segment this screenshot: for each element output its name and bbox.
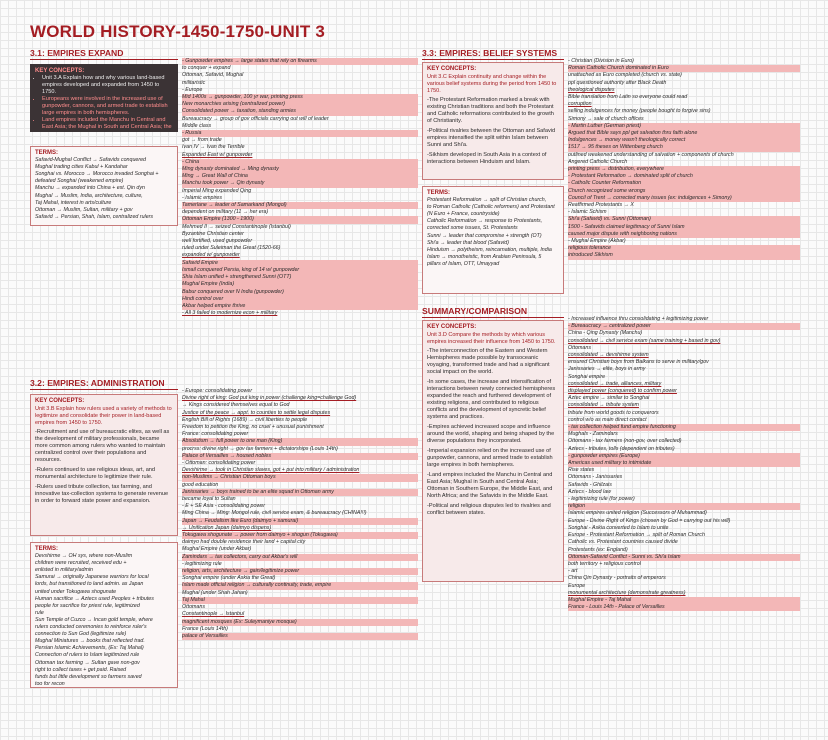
s31-term-line: Ottoman → Muslim, Sultan, military + gov [35,206,133,213]
s34-note-line: Ottomans [568,344,591,351]
s34-note-line: tribute from world goods to conquerors [568,409,659,416]
s32-note-line: English Bill of Rights (1689) → civil liberties to people [182,416,308,423]
s32-key-paras [35,429,173,505]
s33-note-line: Church recognized some wrongs [568,188,800,195]
s34-note-line: - legitimizing rule (for power) [568,496,635,503]
s34-note-line: Mughals - Zamindars [568,431,618,438]
s31-note-line: Akbar helped empire thrive [182,303,418,310]
section-3-2 [30,378,178,688]
s33-term-line: corrected some issues, St. Protestants [427,225,518,232]
s33-note-line: caused major dispute with neighboring nations [568,231,800,238]
s33-key-concepts [422,62,564,180]
s34-note-line: Europe - Protestant Reformation → split of Roman Church [568,532,705,539]
s32-term-line: united under Tokugawa shogunate [35,588,117,595]
s31-note-line: Ivan IV → Ivan the Terrible [182,144,245,151]
s34-note-line: consolidated → devshirme system [568,352,649,359]
s31-note-line: Hindi control over [182,296,418,303]
s31-term-line: defeated Songhai (weakened empire) [35,178,124,185]
s34-note-line: - art [568,568,578,575]
s31-term-line: Mughal trading cities Kabul + Kandahar [35,164,128,171]
s31-key-item: • Europeans were involved in the increased use of gunpowder, cannons, and armed trade to establish large empires in both hemispheres. [42,96,173,117]
s32-key-label: KEY CONCEPTS: [35,398,85,404]
s32-term-line: Human sacrifice → Aztecs used Peoples + tributes [35,595,154,602]
s33-note-line: - Christian (Division in Euro) [568,58,634,64]
s32-term-line: Ottoman tax farming → Sultan gave non-gov [35,659,140,666]
s34-key-paragraph: -Empires achieved increased scope and influence around the world, shaping and being shaped by the diverse populations they incorporated. [427,424,555,444]
s32-term-line: funds but little development so farmers saved [35,673,142,680]
s33-note-line: printing press → distribution, everywhere [568,166,800,173]
s32-term-line: Connection of rulers to Islam legitimized rule [35,652,140,659]
s33-note-line: - Protestant Reformation → dominated split of church [568,173,800,180]
s34-note-line: - tax collection helped fund empire functioning [568,424,800,431]
s34-key-sub: Unit 3.D Compare the methods by which various empires increased their influence from 1450 to 1750. [427,332,556,345]
s34-note-line: - Increased influence thru consolidating + legitimizing power [568,316,709,322]
s33-note-line: Indulgences → money wasn't theologically correct [568,137,800,144]
s31-term-line: Safavid → Persian, Shah, Islam, centralized rulers [35,213,154,220]
s34-note-line: France - Louis 14th - Palace of Versailles [568,604,800,611]
s33-key-sub: Unit 3.C Explain continuity and change within the various belief systems during the period from 1450 to 1750. [427,74,557,94]
s33-term-line: to Roman Catholic (Catholic reformers) and Protestant [427,204,555,211]
s33-terms-list [427,197,559,268]
s32-term-line: too for recon [35,680,65,687]
section-3-2-heading: 3.2: EMPIRES: ADMINISTRATION [30,378,178,390]
s34-key-paragraph: -In some cases, the increase and intensification of interactions between newly connected hemispheres expanded the reach and furthered development of existing religions, and contributed to religious conflicts and the development of syncretic belief systems and practices. [427,379,556,420]
s32-note-line: procrss: divine right → gov tax farmers + dictatorships (Louis 14th) [182,445,338,452]
s33-terms-label: TERMS: [427,190,450,196]
s31-terms-label: TERMS: [35,150,58,156]
s31-note-line: Ming dynasty dominated → Ming dynasty [182,166,418,173]
s34-note-line: Islamic empires united religion (Successors of Muhammad) [568,510,707,517]
s34-note-line: Safavids - Ghilzais [568,481,612,488]
s32-note-line: Divine right of king: God put king in power (challenge king=challenge God) [182,395,357,402]
s31-note-line: Shia Islam unified + strengthened Sunni (OTT) [182,274,418,281]
s32-note-line: non-Muslims → Christian Ottoman boys [182,474,418,481]
s31-term-line: Safavid-Mughal Conflict → Safavids conquered [35,157,146,164]
s34-note-line: - gunpowder empires (Europe) [568,453,800,460]
s33-note-line: selling indulgences for money (people bought to forgive sins) [568,108,711,115]
s32-note-line: Mughal Empire (under Akbar) [182,546,252,553]
s33-term-line: Sunni → leader that compromise + strength (OT) [427,232,542,239]
s31-term-line: Songhai vs. Morocco → Morocco invaded Songhai + [35,171,159,178]
s33-note-line: - Catholic Counter Reformation [568,180,800,187]
s32-key-paragraph: -Recruitment and use of bureaucratic elites, as well as the development of military professionals, became more common among rulers who wanted to maintain centralized control over their populations and resources. [35,429,170,463]
s31-note-line: ruled under Suleiman the Great (1520-66) [182,245,281,252]
s33-note-line: unattached as Euro completed (church vs. state) [568,72,682,79]
s34-note-line: - Bureaucracy → centralized power [568,323,800,330]
s31-note-line: - Gunpowder empires → large states that rely on firearms [182,58,418,65]
s34-note-line: ensured Christian boys from Balkans to serve in military/gov [568,359,709,366]
s34-key-paragraph: -Land empires included the Manchu in Central and East Asia; Mughal in South and Central Asia; Ottoman in Southern Europe, the Middle East, and North Africa; and the Safavids in the Middle East. [427,472,553,499]
s33-note-line: Argued that Bible says ppl get salvation thru faith alone [568,130,800,137]
s34-note-line: Rise states [568,467,595,474]
s33-term-line: Catholic Reformation → response to Protestants, [427,218,543,225]
s34-note-line: displayed power (conquered) to confirm power [568,388,677,395]
s34-note-line: Aztecs - tributes, tolls (dependent on tributes) [568,445,675,452]
s32-note-line: Devshirme → took in Christian slaves, got + put into military / administration [182,467,360,474]
s31-term-line: Taj Mahal, interest in arts/culture [35,199,112,206]
s31-note-line: Manchu took power → Qin dynasty [182,180,418,187]
s32-term-line: people for sacrifice for priest rule, legitimized [35,602,140,609]
s33-term-line: Protestant Reformation → split of Christian church, [427,197,547,204]
s33-note-line: corruption [568,101,592,108]
s31-note-line: New monarchies arising (centralized power) [182,101,418,108]
s32-term-line: rulers conducted ceremonies to reinforce ruler's [35,624,147,631]
s33-note-line: Bible translation from Latin so everyone could read [568,94,688,101]
s33-note-line: Council of Trent → corrected many issues (ex: indulgences + Simony) [568,195,800,202]
s33-note-line: 1517 → 95 theses on Wittenberg church [568,144,800,151]
s32-term-line: connection to Sun God (legitimize rule) [35,631,127,638]
s32-note-line: France (Louis 14th) [182,625,228,632]
section-summary [422,306,564,582]
section-3-3 [422,48,564,294]
s33-term-line: (N Euro + France, countryside) [427,211,500,218]
s31-note-line: Ottoman, Safavid, Mughal [182,72,244,79]
s32-key-sub: Unit 3.B Explain how rulers used a variety of methods to legitimize and consolidate their power in land-based empires from 1450 to 1750. [35,406,172,426]
s32-term-line: children were recruited, received edu + [35,560,127,567]
s33-note-line: - Martin Luther (German priest) [568,123,800,130]
s32-term-line: rule [35,609,44,616]
s31-note-line: Middle class [182,122,212,129]
s31-note-line: Imperial Ming expanded Qing [182,187,252,194]
s32-note-line: Freedom to petition the King, no cruel + unusual punishment [182,424,324,431]
s31-term-line: Mughal → Muslim, India, architecture, culture, [35,192,143,199]
s34-note-line: control w/o as main direct contact [568,416,647,423]
s32-note-line: became loyal to Sultan [182,496,236,503]
s33-note-line: religious tolerance [568,245,800,252]
s33-terms [422,186,564,294]
s34-note-line: Janissaries → elite, boys in army [568,366,646,373]
s33-note-line: - Islamic Schism [568,209,607,216]
s31-note-line: got → from trade [182,137,222,144]
s34-note-line: Mughal Empire - Taj Mahal [568,597,800,604]
s32-note-line: religion, arts, architecture → gain/legitimize power [182,568,418,575]
s32-term-line: enlisted in military/admin [35,567,93,574]
s32-terms-list [35,553,173,688]
s32-note-line: good education [182,481,219,488]
s33-key-paragraph: -The Protestant Reformation marked a break with existing Christian traditions and both the Protestant and Catholic reformations contributed to the growth of Christianity. [427,97,554,124]
section-3-1-heading: 3.1: EMPIRES EXPAND [30,48,178,60]
s34-note-line: Europe [568,582,586,589]
s34-notes [568,316,800,696]
s33-note-line: Simony → sale of church offices [568,115,644,122]
s34-note-line: Ottoman-Safavid Conflict - Sunni vs. Shi'a Islam [568,554,800,561]
s32-key-paragraph: -Rulers continued to use religious ideas, art, and monumental architecture to legitimize their rule. [35,467,156,480]
s31-note-line: Mehmed II → seized Constantinople (Istanbul) [182,223,291,230]
s32-note-line: Justice of the peace → appt. to counties to settle legal disputes [182,409,331,416]
s31-key-concepts [30,64,178,132]
s31-note-line: Consolidated power → taxation, standing armies [182,108,418,115]
s31-note-line: - All 3 failed to modernize econ + military [182,310,278,317]
s33-term-line: Shi'a → leader that blood (Safavid) [427,239,509,246]
s34-key-paragraph: -Imperial expansion relied on the increased use of gunpowder, cannons, and armed trade to establish large empires in both hemispheres. [427,448,553,468]
s34-note-line: religion [568,503,800,510]
s34-note-line: China Qin Dynasty - portraits of emperors [568,575,666,582]
s34-note-line: China - Qing Dynasty (Manchu) [568,330,643,337]
s31-key-label: KEY CONCEPTS: [35,68,85,74]
s33-note-line: - Mughal Empire (Akbar) [568,238,626,245]
s33-term-line: Islam → monotheistic, from Arabian Peninsula, 5 [427,253,542,260]
s31-term-line: Manchu → expanded into China + est. Qin dyn [35,185,145,192]
s31-terms-list [35,157,173,221]
s34-key-paras [427,348,559,517]
s32-note-line: daimyo had double residence their land + capital city [182,539,306,546]
page-title: WORLD HISTORY-1450-1750-UNIT 3 [30,22,326,41]
s32-key-paragraph: -Rulers used tribute collection, tax farming, and innovative tax-collection systems to generate revenue in order to forward state power and expansion. [35,484,169,504]
s33-key-paras [427,97,559,166]
s31-key-item: • Unit 3.A Explain how and why various land-based empires developed and expanded from 1450 to 1750. [42,75,173,96]
s34-note-line: consolidated → tribute system [568,402,639,409]
s32-note-line: Zamindars → tax collectors, carry out Akbar's will [182,554,418,561]
s33-note-line: Roman Catholic Church dominated in Euro [568,65,800,72]
s33-note-line: Angered Catholic Church [568,158,628,165]
s31-note-line: Bureaucracy → group of gov officials carrying out will of leader [182,115,329,122]
s31-note-line: Ming → Great Wall of China [182,173,418,180]
s34-note-line: Songhai - Askia converted to Islam to unite [568,524,669,531]
s31-note-line: Mughal Empire (India) [182,281,418,288]
s32-note-line: - Europe: consolidating power [182,388,253,394]
s31-notes [182,58,418,358]
s34-note-line: Ottomans - tax farmers (non-gov, over collected) [568,438,682,445]
s31-note-line: expanded w/ gunpowder [182,252,240,259]
s31-key-item: • Land empires included the Manchu in Central and East Asia; the Mughal in South and Central Asia; the [42,117,173,132]
s34-key-label: KEY CONCEPTS: [427,324,477,330]
s31-note-line: Ismail conquered Persia, king of 14 w/ gunpowder [182,267,418,274]
s31-note-line: well fortified, used gunpowder [182,238,253,245]
s34-note-line: monumental architecture (demonstrate greatness) [568,589,686,596]
section-3-1 [30,48,178,226]
s32-term-line: Samurai → originally Japanese warriors for local [35,574,149,581]
s34-note-line: Europe - Divine Right of Kings (chosen by God = carrying out his will) [568,517,731,524]
s31-note-line: Mid 1400s → gunpowder, 100 yr war, printing press [182,94,418,101]
s33-note-line: outlined weakened understanding of salvation + components of church [568,151,734,158]
s32-terms-label: TERMS: [35,546,58,552]
s32-note-line: → Unification Japan (daimyo dispens) [182,524,272,531]
s31-note-line: Tamerlane → leader of Samarkand (Mongol) [182,202,418,209]
s32-note-line: Songhai empire (under Askia the Great) [182,575,276,582]
s31-note-line: - Islamic empires [182,194,223,201]
s31-note-line: - Russia [182,130,418,137]
s32-term-line: Persian Islamic Achievements, (Ex: Taj Mahal) [35,645,144,652]
s32-note-line: France: consolidating power [182,431,249,438]
s31-note-line: dependent on military (11 → her era) [182,209,269,216]
s32-note-line: Palace of Versailles → housed nobles [182,453,418,460]
s31-terms [30,146,178,226]
s32-note-line: palace of Versailles [182,633,418,640]
s34-key-paragraph: -The interconnection of the Eastern and Western Hemispheres made possible by transoceanic voyaging, transformed trade and had a significant social impact on the world. [427,348,550,375]
s33-notes [568,58,800,298]
s31-note-line: - Europe [182,86,203,93]
s32-note-line: Constantinople → Istanbul [182,611,245,618]
s34-key-paragraph: -Political and religious disputes led to rivalries and conflict between states. [427,503,551,516]
s33-key-label: KEY CONCEPTS: [427,66,477,72]
s33-note-line: introduced Sikhism [568,252,800,259]
s33-key-paragraph: -Sikhism developed in South Asia in a context of interactions between Hinduism and Islam. [427,152,547,165]
s32-note-line: → Kings considered themselves equal to God [182,402,290,409]
s31-note-line: Safavid Empire [182,260,418,267]
s32-note-line: Tokugawa shogunate → power from daimyo + shogun (Tokugawa) [182,532,418,539]
s32-note-line: Islam made official religion → culturally continuity, trade, empire [182,582,418,589]
s32-note-line: - Ottoman: consolidating power [182,460,256,467]
s34-note-line: both territory + religious control [568,560,641,567]
s31-note-line: Expanded East w/ gunpowder [182,151,253,158]
s32-term-line: Devshirme → OH sys, where non-Muslim [35,553,133,560]
s32-term-line: Mughal Miniatures → books that reflected trad. [35,638,145,645]
s31-note-line: Babur conquered over N India (gunpowder) [182,289,418,296]
s32-note-line: Taj Mahal [182,597,418,604]
s33-term-line: Hinduism → polytheism, reincarnation, multiple, India [427,246,552,253]
s34-note-line: Aztec empire → similar to Songhai [568,395,650,402]
s34-note-line: Americas used military to intimidate [568,460,800,467]
s33-note-line: 1500 - Safavids claimed legitimacy of Sunni Islam [568,224,800,231]
s31-note-line: Byzantine Christian center [182,230,244,237]
s34-key-concepts [422,320,564,582]
s32-term-line: Sun Temple of Cuzco → Incan gold temple, where [35,616,153,623]
s34-note-line: consolidated → civil service exam (same training + based in gov) [568,337,721,344]
s34-note-line: Songhai empire [568,373,606,380]
s32-term-line: right to collect taxes + get paid. Raised [35,666,127,673]
s31-note-line: militaristic [182,79,206,86]
s31-note-line: - China [182,159,418,166]
s34-note-line: Protestants (ex: England) [568,546,628,553]
s32-note-line: Japan → Feudalism like Euro (daimyo + samurai) [182,518,418,525]
s33-note-line: ppl questioned authority after Black Death [568,79,667,86]
s32-note-line: - E + SE Asia - consolidating power [182,503,265,510]
section-summary-heading: SUMMARY/COMPARISON [422,306,564,318]
s34-note-line: Catholic vs. Protestant countries caused divide [568,539,678,546]
section-3-3-heading: 3.3: EMPIRES: BELIEF SYSTEMS [422,48,564,60]
s33-key-paragraph: -Political rivalries between the Ottoman and Safavid empires intensified the split within Islam between Sunni and Shi'a. [427,128,556,148]
s32-note-line: Mughal (under Shah Jahan) [182,589,248,596]
s32-term-line: lords, but transitioned to land admin. as Japan [35,581,144,588]
s32-note-line: Ottomans [182,604,205,611]
s33-term-line: pillars of Islam, OTT, Umayyad [427,260,500,267]
s32-note-line: Ming China → Ming: Mongol rule, civil service exam, & bureaucracy (CHINA!!!) [182,510,367,517]
s31-note-line: Ottoman Empire (1300 - 1900) [182,216,418,223]
s31-key-list [35,75,173,132]
s34-note-line: Ottomans - Janissaries [568,474,623,481]
s32-note-line: Absolutism → full power to one man (King) [182,438,418,445]
s32-note-line: - legitimizing rule [182,560,222,567]
s33-note-line: Shi'a (Safavid) vs. Sunni (Ottoman) [568,216,800,223]
s33-note-line: theological disputes [568,86,615,93]
s32-notes [182,388,418,678]
s34-note-line: Aztecs - blood law [568,488,611,495]
s32-key-concepts [30,394,178,536]
s32-terms [30,542,178,688]
s32-note-line: Janissaries → boys trained to be an elite squad in Ottoman army [182,489,418,496]
s31-note-line: to conquer + expand [182,65,231,72]
s33-note-line: Reaffirmed Protestants → X [568,202,634,209]
s34-note-line: consolidated → trade, alliances, military [568,380,662,387]
s32-note-line: magnificent mosques (Ex: Suleymaniye mosque) [182,619,418,626]
